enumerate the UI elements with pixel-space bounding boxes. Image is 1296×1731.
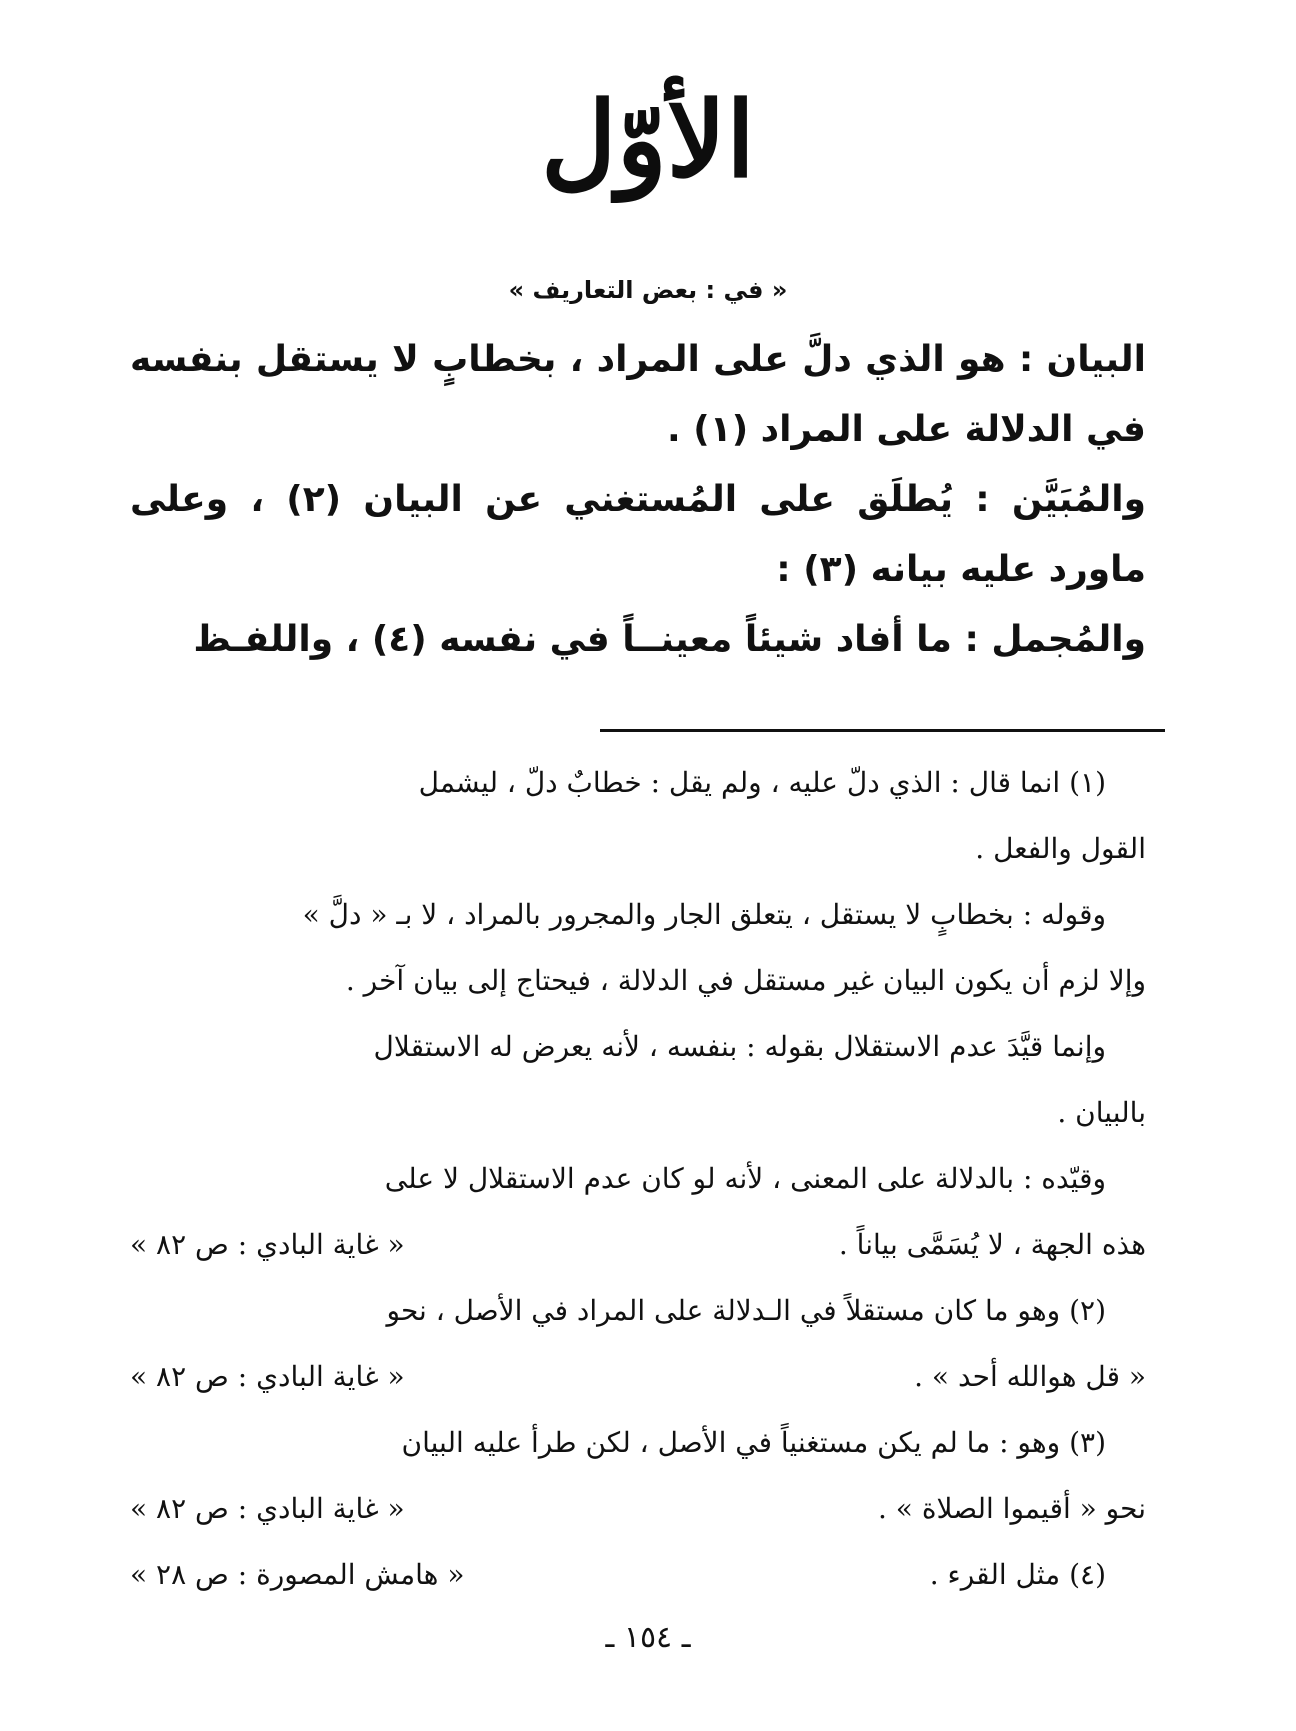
definition-mujmal: والمُجمل : ما أفاد شيئاً معينــاً في نفسه (٤) ، واللفـظ: [193, 619, 1146, 660]
definition-bayan: البيان : هو الذي دلَّ على المراد ، بخطابٍ لا يستقل بنفسه في الدلالة على المراد (١) .: [130, 339, 1146, 450]
definition-mubayyan: والمُبَيَّن : يُطلَق على المُستغني عن البيان (٢) ، وعلى ماورد عليه بيانه (٣) :: [130, 479, 1146, 590]
footnote-line: [130, 1014, 1146, 1080]
footnote-text: نحو « أقيموا الصلاة » .: [877, 1492, 1146, 1525]
page-number: ـ ١٥٤ ـ: [605, 1620, 691, 1655]
section-subtitle: « في : بعض التعاريف »: [508, 276, 788, 304]
footnote-line: [130, 948, 1146, 1014]
footnote-line: [130, 1344, 1146, 1410]
footnote-line: [130, 882, 1146, 948]
footnote-text: (١) انما قال : الذي دلّ عليه ، ولم يقل : خطابٌ دلّ ، ليشمل: [418, 766, 1106, 799]
footnote-separator: [600, 729, 1165, 732]
footnotes: [130, 750, 1146, 1608]
footnote-text: بالبيان .: [1057, 1096, 1146, 1129]
footnote-text: (٣) وهو : ما لم يكن مستغنياً في الأصل ، لكن طرأ عليه البيان: [401, 1426, 1106, 1459]
footnote-text: وإلا لزم أن يكون البيان غير مستقل في الدلالة ، فيحتاج إلى بيان آخر .: [345, 964, 1146, 997]
footnote-text: وقيّده : بالدلالة على المعنى ، لأنه لو كان عدم الاستقلال لا على: [384, 1162, 1106, 1195]
footnote-line: [130, 1146, 1146, 1212]
footnote-text: وقوله : بخطابٍ لا يستقل ، يتعلق الجار والمجرور بالمراد ، لا بـ « دلَّ »: [302, 898, 1106, 931]
footnote-text: (٢) وهو ما كان مستقلاً في الـدلالة على المراد في الأصل ، نحو: [386, 1294, 1106, 1327]
main-text: [130, 325, 1146, 675]
chapter-title: الأوّل: [541, 78, 755, 201]
footnote-text: هذه الجهة ، لا يُسَمَّى بياناً .: [838, 1228, 1146, 1261]
footnote-line: [130, 816, 1146, 882]
footnote-text: القول والفعل .: [975, 832, 1146, 865]
footnote-source: « غاية البادي : ص ٨٢ »: [130, 1228, 405, 1261]
footnote-text: وإنما قيَّدَ عدم الاستقلال بقوله : بنفسه ، لأنه يعرض له الاستقلال: [373, 1030, 1106, 1063]
footnote-line: [130, 1278, 1146, 1344]
footnote-text: « قل هوالله أحد » .: [914, 1360, 1146, 1393]
footnote-source: « هامش المصورة : ص ٢٨ »: [130, 1558, 465, 1591]
footnote-source: « غاية البادي : ص ٨٢ »: [130, 1360, 405, 1393]
footnote-line: [130, 750, 1146, 816]
footnote-line: [130, 1212, 1146, 1278]
footnote-line: [130, 1080, 1146, 1146]
footnote-text: (٤) مثل القرء .: [929, 1558, 1106, 1591]
footnote-source: « غاية البادي : ص ٨٢ »: [130, 1492, 405, 1525]
footnote-line: [130, 1476, 1146, 1542]
footnote-line: [130, 1410, 1146, 1476]
footnote-line: [130, 1542, 1146, 1608]
